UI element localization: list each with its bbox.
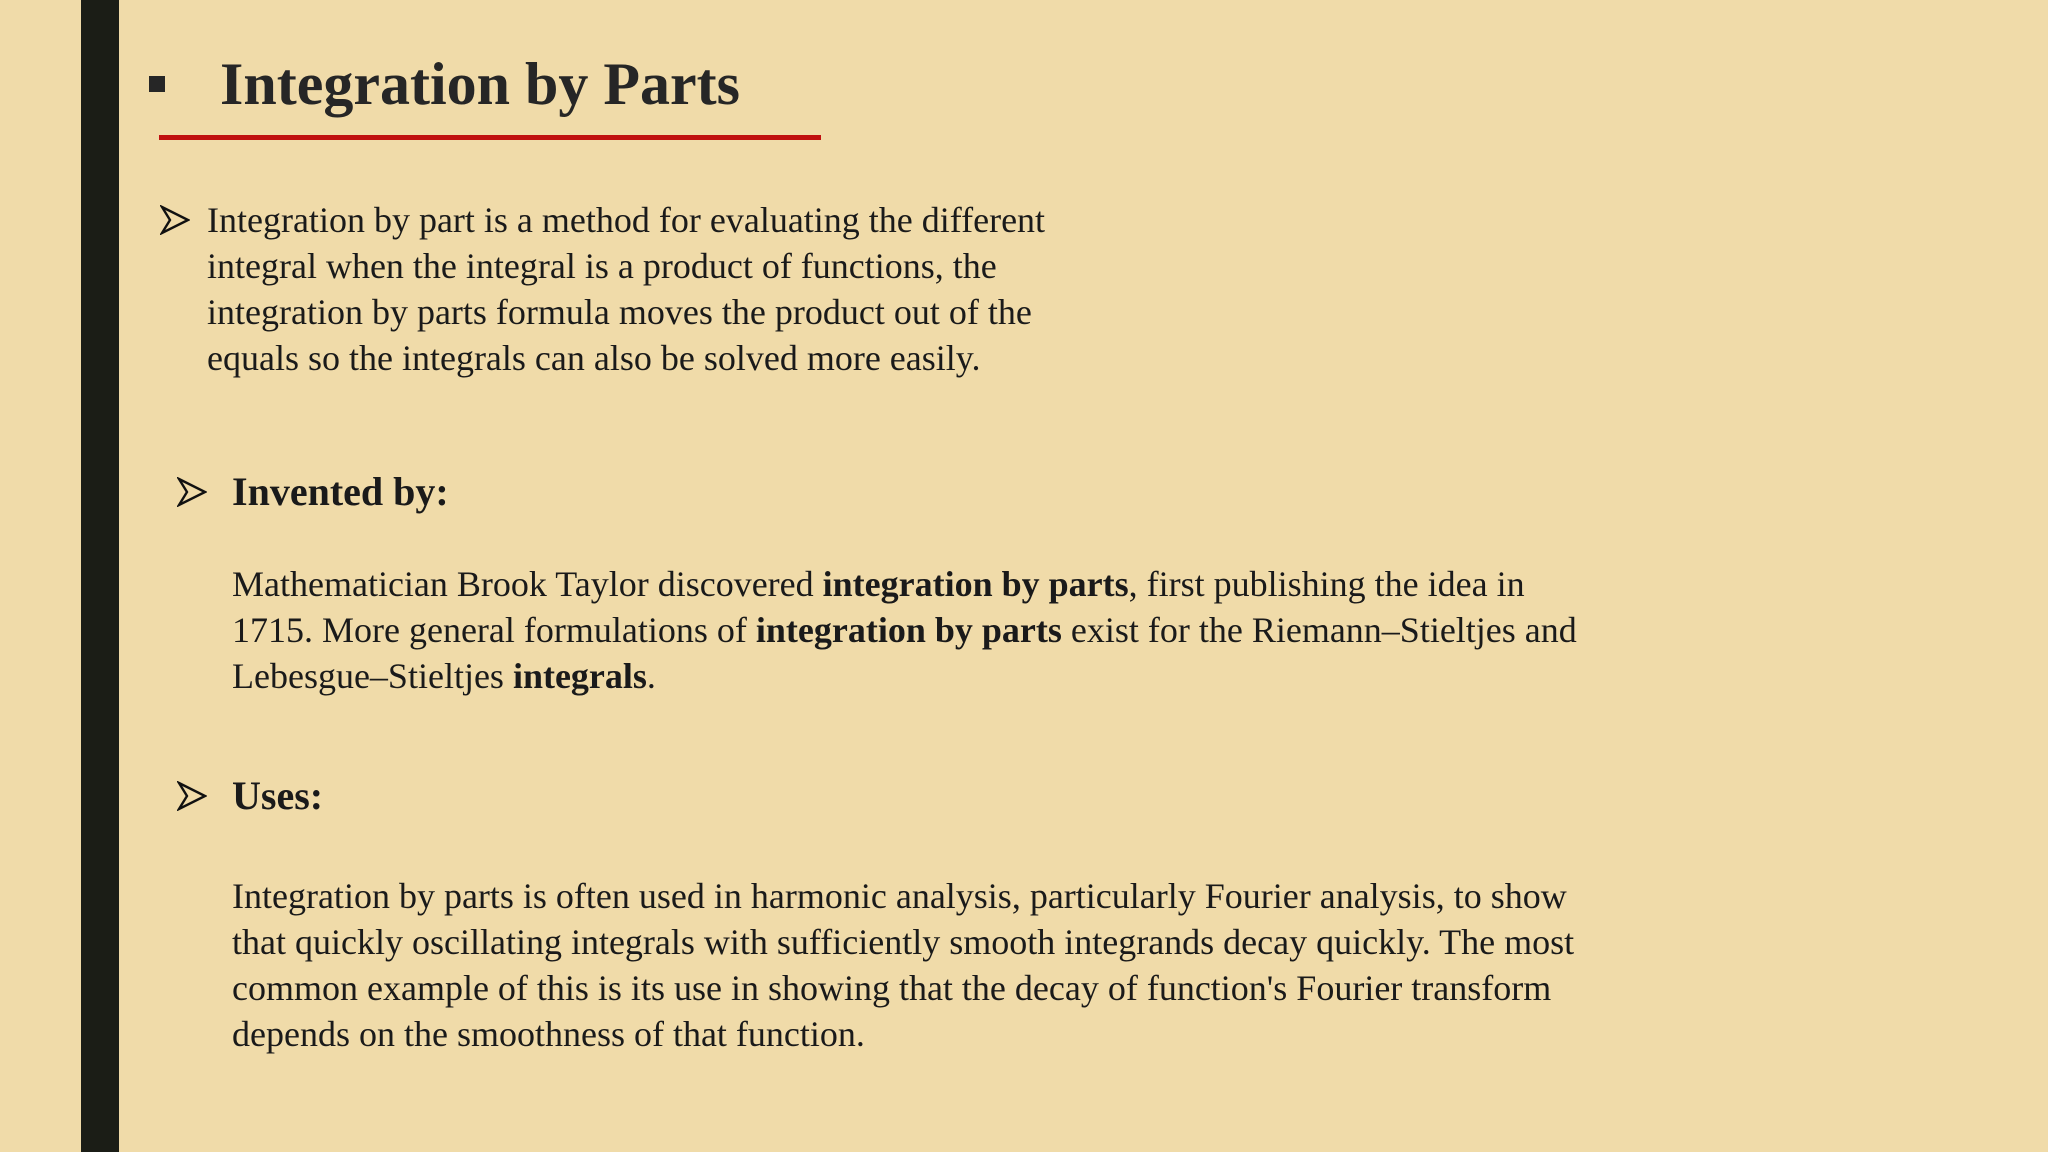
slide-title: Integration by Parts <box>220 51 740 117</box>
uses-paragraph: Integration by parts is often used in harmonic analysis, particularly Fourier analysis, to show that quickly oscillating integrals with sufficiently smooth integrands decay quickly. The most common example of this is its use in showing that the decay of function's Fourier transform depends on the smoothness of that function. <box>232 876 1575 1054</box>
text-run: Mathematician Brook Taylor discovered <box>232 564 823 604</box>
invented-by-heading: Invented by: <box>232 469 449 514</box>
emphasis-text: integration by parts <box>822 564 1129 604</box>
invented-by-paragraph <box>232 561 1592 699</box>
uses-heading: Uses: <box>232 773 324 818</box>
arrowhead-bullet-icon <box>160 205 190 235</box>
title-underline <box>159 135 821 140</box>
text-run: exist for the Riemann–Stieltjes and Lebesgue–Stieltjes <box>232 610 1577 696</box>
intro-paragraph: Integration by part is a method for evaluating the different integral when the integral is a product of functions, the integration by parts formula moves the product out of the equals so the integrals can also be solved more easily. <box>207 200 1046 378</box>
text-run: . <box>646 656 656 696</box>
arrowhead-bullet-icon <box>177 781 207 811</box>
arrowhead-bullet-icon <box>177 477 207 507</box>
emphasis-text: integrals <box>512 656 647 696</box>
text-run: , first publishing the idea in 1715. More general formulations of <box>232 564 1525 650</box>
left-accent-bar <box>81 0 119 1152</box>
emphasis-text: integration by parts <box>755 610 1062 650</box>
square-bullet-icon <box>149 76 165 92</box>
